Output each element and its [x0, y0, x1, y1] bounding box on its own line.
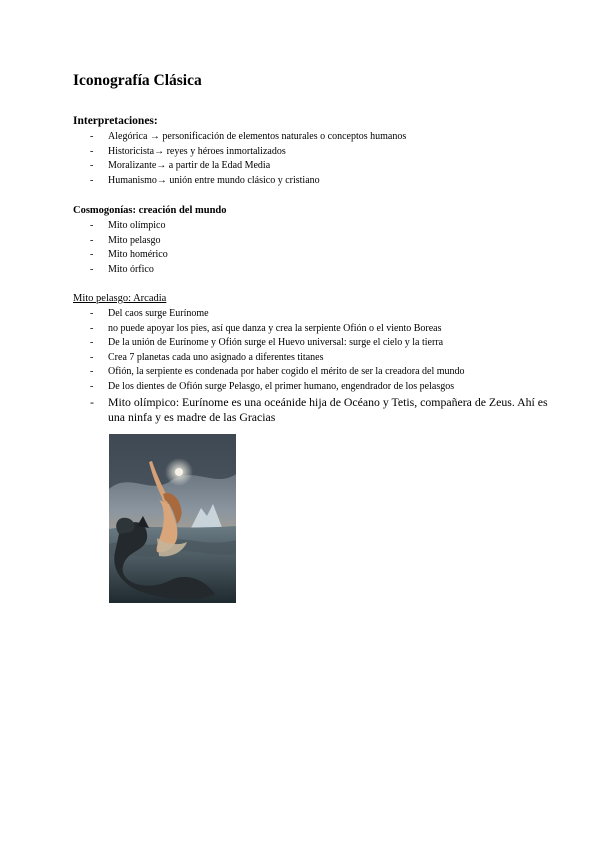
list-dash: -: [90, 366, 94, 378]
list-dash: -: [90, 337, 94, 349]
interpretaciones-heading: Interpretaciones:: [73, 115, 158, 127]
list-item: - Crea 7 planetas cada uno asignado a diferentes titanes: [73, 351, 563, 366]
list-item: - De la unión de Eurínome y Ofión surge el Huevo universal: surge el cielo y la tierra: [73, 336, 563, 351]
cosmogonias-list: [73, 219, 168, 277]
list-dash: -: [90, 145, 94, 157]
list-item: - no puede apoyar los pies, así que danza y crea la serpiente Ofión o el viento Boreas: [73, 322, 563, 337]
list-item: - Ofión, la serpiente es condenada por haber cogido el mérito de ser la creadora del mundo: [73, 365, 563, 380]
list-item: - Humanismo→ unión entre mundo clásico y cristiano: [73, 174, 406, 189]
moon: [175, 468, 183, 476]
list-dash: -: [90, 394, 94, 409]
list-item: - Mito pelasgo: [73, 234, 168, 249]
eurynome-painting: [109, 434, 236, 603]
list-dash: -: [90, 220, 94, 231]
list-item: - Moralizante→ a partir de la Edad Media: [73, 159, 406, 174]
page-title: Iconografía Clásica: [73, 72, 202, 89]
list-dash: -: [90, 308, 94, 319]
list-dash: -: [90, 234, 94, 246]
interpretaciones-list: [73, 130, 406, 188]
list-item: - Mito homérico: [73, 248, 168, 263]
list-dash: -: [90, 322, 94, 334]
list-dash: -: [90, 131, 94, 142]
list-dash: -: [90, 351, 94, 363]
list-item: - Del caos surge Eurínome: [73, 307, 563, 322]
list-item: - Alegórica → personificación de elementos naturales o conceptos humanos: [73, 130, 406, 145]
list-item: - Mito órfico: [73, 263, 168, 278]
list-dash: -: [90, 380, 94, 392]
mito-pelasgo-heading: Mito pelasgo: Arcadia: [73, 293, 167, 304]
list-item: - Historicista→ reyes y héroes inmortalizados: [73, 145, 406, 160]
list-item: - Mito olímpico: [73, 219, 168, 234]
list-item: - Mito olímpico: Eurínome es una oceánide hija de Océano y Tetis, compañera de Zeus. Ahí es una ninfa y es madre de las Gracias: [90, 394, 548, 425]
list-dash: -: [90, 263, 94, 275]
list-item: - De los dientes de Ofión surge Pelasgo, el primer humano, engendrador de los pelasgos: [73, 380, 563, 395]
cosmogonias-heading: Cosmogonías: creación del mundo: [73, 205, 227, 216]
list-dash: -: [90, 160, 94, 172]
list-dash: -: [90, 249, 94, 261]
mito-pelasgo-list: [73, 307, 563, 426]
list-dash: -: [90, 174, 94, 186]
